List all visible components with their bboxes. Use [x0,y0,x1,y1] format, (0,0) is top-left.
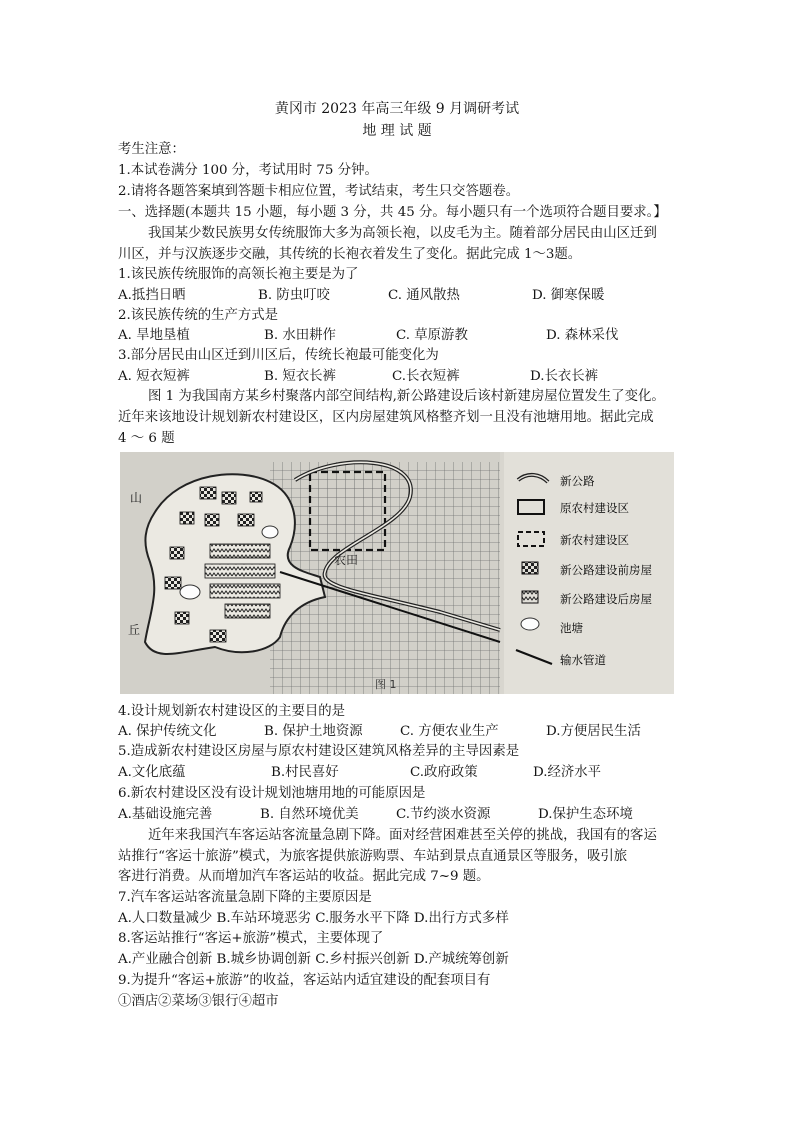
question-stem: 9.为提升“客运+旅游”的收益，客运站内适宜建设的配套项目有 [118,973,491,988]
option-d: D.长衣长裤 [530,369,599,384]
option-c: C. 草原游教 [396,328,468,343]
pond-icon [521,618,539,630]
question-stem: 6.新农村建设区没有设计规划池塘用地的可能原因是 [118,786,426,801]
option-d: D. 森林采伐 [546,328,619,343]
passage-line: 川区，并与汉族逐步交融，其传统的长袍衣着发生了变化。据此完成 1～3题。 [118,247,582,262]
checker-house-icon [522,562,538,574]
note-item: 1.本试卷满分 100 分，考试用时 75 分钟。 [118,163,378,178]
option-c: C. 通风散热 [388,288,460,303]
question-stem: 7.汽车客运站客流量急剧下降的主要原因是 [118,890,372,905]
question-stem: 2.该民族传统的生产方式是 [118,308,279,323]
option-a: A.抵挡日晒 [118,288,186,303]
legend-label: 原农村建设区 [560,501,629,515]
subject-title: 地 理 试 题 [362,123,432,139]
new-village-area [310,472,385,550]
legend-label: 输水管道 [560,653,606,667]
option-a: A.文化底蕴 [118,765,186,780]
label-mountain: 山 [130,491,143,505]
legend-label: 新公路建设前房屋 [560,563,652,577]
passage-line: 我国某少数民族男女传统服饰大多为高领长袍，以皮毛为主。随着部分居民由山区迁到 [148,226,657,241]
figure-caption: 图 1 [375,678,397,691]
exam-title: 黄冈市 2023 年高三年级 9 月调研考试 [274,101,520,117]
passage-line: 站推行“客运十旅游”模式，为旅客提供旅游购票、车站到景点直通景区等服务，吸引旅 [118,849,628,864]
section-heading: 一、选择题(本题共 15 小题，每小题 3 分，共 45 分。每小题只有一个选项符合题目要求。】 [118,205,667,220]
question-options-line: A.人口数量减少 B.车站环境恶劣 C.服务水平下降 D.出行方式多样 [118,911,509,926]
question-stem: 4.设计规划新农村建设区的主要目的是 [118,704,346,719]
legend-label: 新农村建设区 [560,533,629,547]
option-b: B. 保护土地资源 [264,724,363,739]
question-stem: 5.造成新农村建设区房屋与原农村建设区建筑风格差异的主导因素是 [118,744,520,759]
option-b: B. 自然环境优美 [260,807,359,822]
option-c: C.政府政策 [410,765,478,780]
option-b: B.村民喜好 [271,765,339,780]
option-c: C.节约淡水资源 [396,807,491,822]
option-a: A. 旱地垦植 [118,328,190,343]
question-stem: 1.该民族传统服饰的高领长袍主要是为了 [118,267,359,282]
option-a: A. 保护传统文化 [118,724,217,739]
passage-line: 4 ～ 6 题 [118,431,175,446]
option-b: B. 水田耕作 [264,328,336,343]
question-stem: 3.部分居民由山区迁到川区后，传统长袍最可能变化为 [118,348,439,363]
legend-label: 新公路 [560,474,595,488]
option-a: A.基础设施完善 [118,807,213,822]
option-d: D.保护生态环境 [538,807,633,822]
option-b: B. 短衣长裤 [264,369,336,384]
note-item: 2.请将各题答案填到答题卡相应位置，考试结束，考生只交答题卷。 [118,184,520,199]
question-options-line: A.产业融合创新 B.城乡协调创新 C.乡村振兴创新 D.产城统筹创新 [118,952,509,967]
option-d: D.经济水平 [533,765,602,780]
option-d: D. 御寒保暖 [532,288,605,303]
passage-line: 近年来我国汽车客运站客流量急剧下降。面对经营困难甚至关停的挑战，我国有的客运 [148,828,657,843]
label-farmland: 农田 [334,553,359,567]
option-d: D.方便居民生活 [546,724,641,739]
passage-line: 近年来该地设计规划新农村建设区，区内房屋建筑风格整齐划一且没有池塘用地。据此完成 [118,410,654,425]
legend-label: 新公路建设后房屋 [560,592,652,606]
option-b: B. 防虫叮咬 [258,288,330,303]
option-c: C.长衣短裤 [392,369,460,384]
passage-line: 图 1 为我国南方某乡村聚落内部空间结构,新公路建设后该村新建房屋位置发生了变化。 [148,389,665,404]
notes-heading: 考生注意： [118,142,185,157]
label-hill: 丘 [128,623,141,637]
option-a: A. 短衣短裤 [118,369,190,384]
option-c: C. 方便农业生产 [400,724,499,739]
passage-line: 客进行消费。从而增加汽车客运站的收益。据此完成 7~9 题。 [118,869,490,884]
figure-1-village-map [120,452,674,694]
question-options-line: ①酒店②菜场③银行④超市 [118,994,279,1009]
zigzag-house-icon [522,591,538,603]
legend-label: 池塘 [560,621,583,635]
question-stem: 8.客运站推行“客运+旅游”模式，主要体现了 [118,931,384,946]
